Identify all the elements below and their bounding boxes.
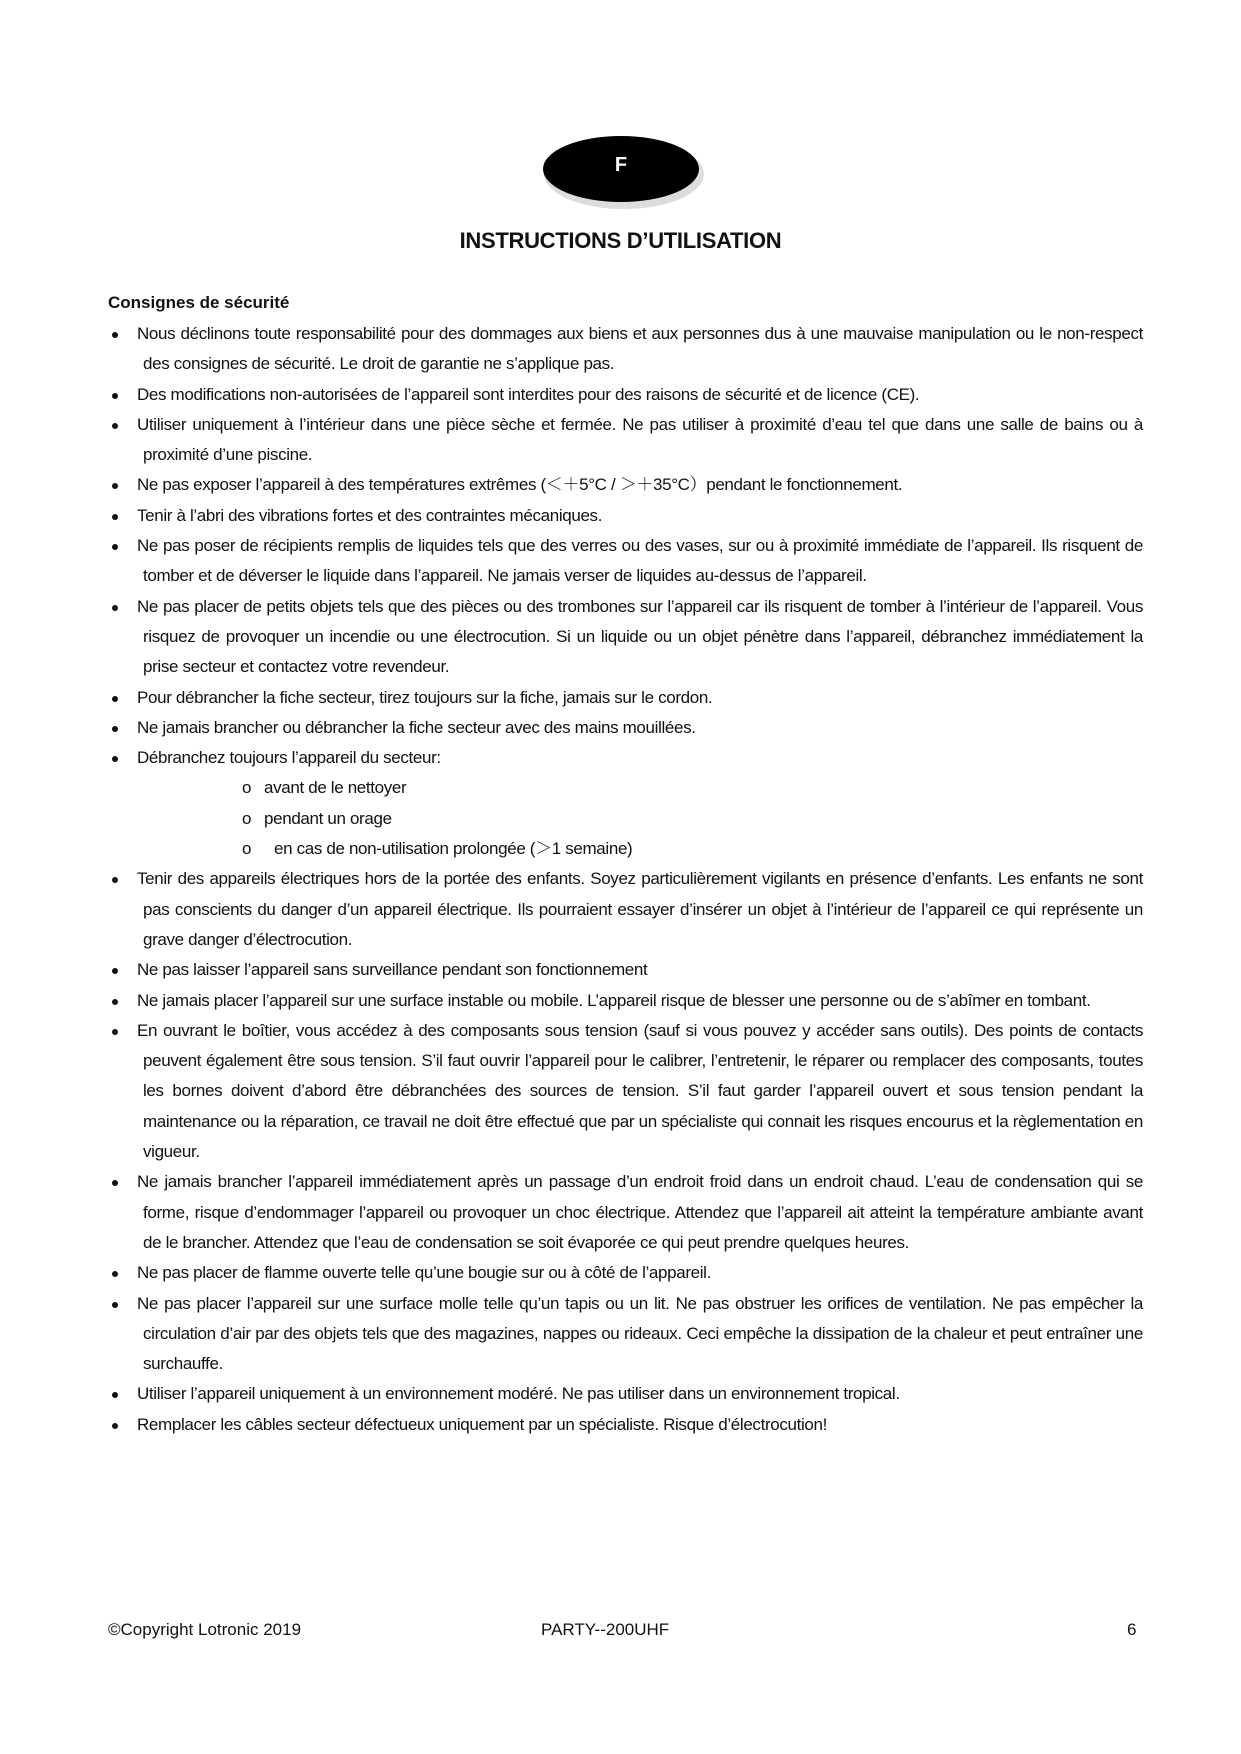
item-text: Ne jamais placer l’appareil sur une surface instable ou mobile. L’appareil risque de blesser une personne ou de s’abîmer en tombant. bbox=[137, 990, 1091, 1010]
list-item bbox=[108, 1258, 1143, 1288]
item-text: Utiliser uniquement à l’intérieur dans une pièce sèche et fermée. Ne pas utiliser à proximité d’eau tel que dans une salle de bains ou à proximité d’une piscine. bbox=[137, 414, 1143, 465]
safety-list bbox=[108, 319, 1143, 1440]
sub-item: o pendant un orage bbox=[242, 804, 1143, 834]
item-text: Tenir à l’abri des vibrations fortes et des contraintes mécaniques. bbox=[137, 505, 603, 525]
list-item bbox=[108, 592, 1143, 683]
section-title: Consignes de sécurité bbox=[108, 293, 290, 312]
item-text: Tenir des appareils électriques hors de la portée des enfants. Soyez particulièrement vigilants en présence d’enfants. Les enfants ne sont pas conscients du danger d’un appareil électrique. Ils pourraient essayer d’insérer un objet à l’intérieur de l’appareil ce qui représente un grave danger d’électrocution. bbox=[137, 869, 1143, 949]
item-text: Pour débrancher la fiche secteur, tirez toujours sur la fiche, jamais sur le cordon. bbox=[137, 687, 713, 707]
item-text: Ne jamais brancher l’appareil immédiatement après un passage d’un endroit froid dans un endroit chaud. L’eau de condensation qui se forme, risque d’endommager l’appareil ou provoquer un choc électrique. Attendez que l’appareil ait atteint la température ambiante avant de le brancher. Attendez que l’eau de condensation se soit évaporée ce qui peut prendre quelques heures. bbox=[137, 1172, 1143, 1252]
list-item bbox=[108, 380, 1143, 410]
item-text: Utiliser l’appareil uniquement à un environnement modéré. Ne pas utiliser dans un environnement tropical. bbox=[137, 1384, 900, 1404]
item-text: Ne pas laisser l’appareil sans surveillance pendant son fonctionnement bbox=[137, 960, 648, 980]
list-item bbox=[108, 1410, 1143, 1440]
item-text: En ouvrant le boîtier, vous accédez à des composants sous tension (sauf si vous pouvez y accéder sans outils). Des points de contacts peuvent également être sous tension. S’il faut ouvrir l’appareil pour le calibrer, l’entretenir, le réparer ou remplacer des composants, toutes les bornes doivent d’abord être débranchées des sources de tension. S’il faut garder l’appareil ouvert et sous tension pendant la maintenance ou la réparation, ce travail ne doit être effectué que par un spécialiste qui connait les risques encourus et la règlementation en vigueur. bbox=[137, 1020, 1143, 1162]
item-text: Ne pas exposer l’appareil à des températures extrêmes (＜＋5°C / ＞＋35°C）pendant le fonctionnement. bbox=[137, 475, 903, 495]
list-item bbox=[108, 470, 1143, 500]
list-item bbox=[108, 410, 1143, 471]
list-item bbox=[108, 319, 1143, 380]
sub-item: o avant de le nettoyer bbox=[242, 773, 1143, 803]
list-item bbox=[108, 683, 1143, 713]
list-item bbox=[108, 531, 1143, 592]
sub-list bbox=[137, 773, 1143, 864]
item-text: Ne pas placer l’appareil sur une surface molle telle qu’un tapis ou un lit. Ne pas obstruer les orifices de ventilation. Ne pas empêcher la circulation d’air par des objets tels que des magazines, nappes ou rideaux. Ceci empêche la dissipation de la chaleur et peut entraîner une surchauffe. bbox=[137, 1293, 1143, 1374]
footer-model: PARTY--200UHF bbox=[541, 1620, 670, 1639]
list-item bbox=[108, 501, 1143, 531]
item-text: Débranchez toujours l’appareil du secteur: bbox=[137, 748, 441, 768]
item-text: Ne pas placer de flamme ouverte telle qu’une bougie sur ou à côté de l’appareil. bbox=[137, 1263, 711, 1283]
item-text: Ne jamais brancher ou débrancher la fiche secteur avec des mains mouillées. bbox=[137, 717, 696, 737]
list-item bbox=[108, 1016, 1143, 1167]
list-item bbox=[108, 1289, 1143, 1380]
list-item bbox=[108, 713, 1143, 743]
list-item bbox=[108, 1379, 1143, 1409]
item-text: Nous déclinons toute responsabilité pour des dommages aux biens et aux personnes dus à une mauvaise manipulation ou le non-respect des consignes de sécurité. Le droit de garantie ne s’applique pas. bbox=[137, 324, 1143, 374]
list-item bbox=[108, 955, 1143, 985]
footer-copyright: ©Copyright Lotronic 2019 bbox=[108, 1620, 302, 1639]
sub-item: o en cas de non-utilisation prolongée (＞1 semaine) bbox=[242, 834, 1143, 864]
list-item bbox=[108, 743, 1143, 864]
item-text: Des modifications non-autorisées de l’appareil sont interdites pour des raisons de sécurité et de licence (CE). bbox=[137, 384, 920, 404]
item-text: Ne pas poser de récipients remplis de liquides tels que des verres ou des vases, sur ou à proximité immédiate de l’appareil. Ils risquent de tomber et de déverser le liquide dans l’appareil. Ne jamais verser de liquides au-dessus de l’appareil. bbox=[137, 536, 1143, 586]
list-item bbox=[108, 986, 1143, 1016]
list-item bbox=[108, 864, 1143, 955]
footer-page-number: 6 bbox=[1127, 1620, 1137, 1639]
list-item bbox=[108, 1167, 1143, 1258]
language-letter: F bbox=[614, 153, 628, 176]
language-badge bbox=[543, 136, 699, 202]
page-title: INSTRUCTIONS D’UTILISATION bbox=[459, 228, 782, 253]
item-text: Ne pas placer de petits objets tels que des pièces ou des trombones sur l’appareil car ils risquent de tomber à l’intérieur de l’appareil. Vous risquez de provoquer un incendie ou une électrocution. Si un liquide ou un objet pénètre dans l’appareil, débranchez immédiatement la prise secteur et contactez votre revendeur. bbox=[137, 596, 1143, 677]
item-text: Remplacer les câbles secteur défectueux uniquement par un spécialiste. Risque d’électrocution! bbox=[137, 1414, 827, 1434]
